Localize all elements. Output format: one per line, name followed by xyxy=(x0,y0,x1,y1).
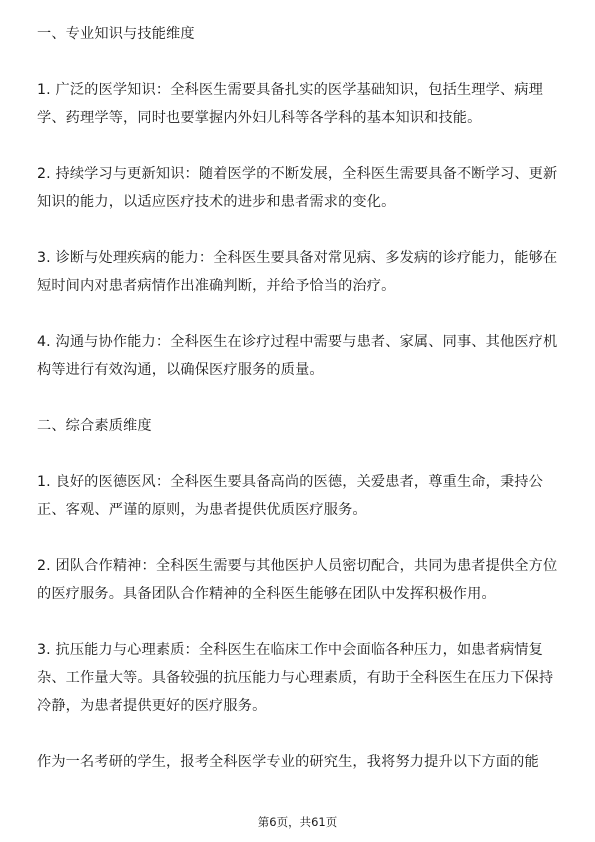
paragraph-diagnosis-ability: 3. 诊断与处理疾病的能力：全科医生要具备对常见病、多发病的诊疗能力，能够在短时间内对患者病情作出准确判断，并给予恰当的治疗。 xyxy=(37,250,558,294)
paragraph-medical-knowledge: 1. 广泛的医学知识：全科医生需要具备扎实的医学基础知识，包括生理学、病理学、药理学等，同时也要掌握内外妇儿科等各学科的基本知识和技能。 xyxy=(37,82,543,126)
paragraph-communication: 4. 沟通与协作能力：全科医生在诊疗过程中需要与患者、家属、同事、其他医疗机构等进行有效沟通，以确保医疗服务的质量。 xyxy=(37,334,558,378)
page-number-footer: 第6页，共61页 xyxy=(257,815,338,829)
section-heading-professional: 一、专业知识与技能维度 xyxy=(37,26,195,42)
section-heading-comprehensive: 二、综合素质维度 xyxy=(37,418,152,434)
paragraph-teamwork: 2. 团队合作精神：全科医生需要与其他医护人员密切配合，共同为患者提供全方位的医疗服务。具备团队合作精神的全科医生能够在团队中发挥积极作用。 xyxy=(37,558,558,602)
paragraph-medical-ethics: 1. 良好的医德医风：全科医生要具备高尚的医德，关爱患者，尊重生命，秉持公正、客观、严谨的原则，为患者提供优质医疗服务。 xyxy=(37,474,543,518)
paragraph-continuous-learning: 2. 持续学习与更新知识：随着医学的不断发展，全科医生需要具备不断学习、更新知识的能力，以适应医疗技术的进步和患者需求的变化。 xyxy=(37,166,558,210)
paragraph-stress-resistance: 3. 抗压能力与心理素质：全科医生在临床工作中会面临各种压力，如患者病情复杂、工作量大等。具备较强的抗压能力与心理素质，有助于全科医生在压力下保持冷静，为患者提供更好的医疗服务。 xyxy=(37,642,554,714)
paragraph-closing: 作为一名考研的学生，报考全科医学专业的研究生，我将努力提升以下方面的能 xyxy=(37,754,539,770)
